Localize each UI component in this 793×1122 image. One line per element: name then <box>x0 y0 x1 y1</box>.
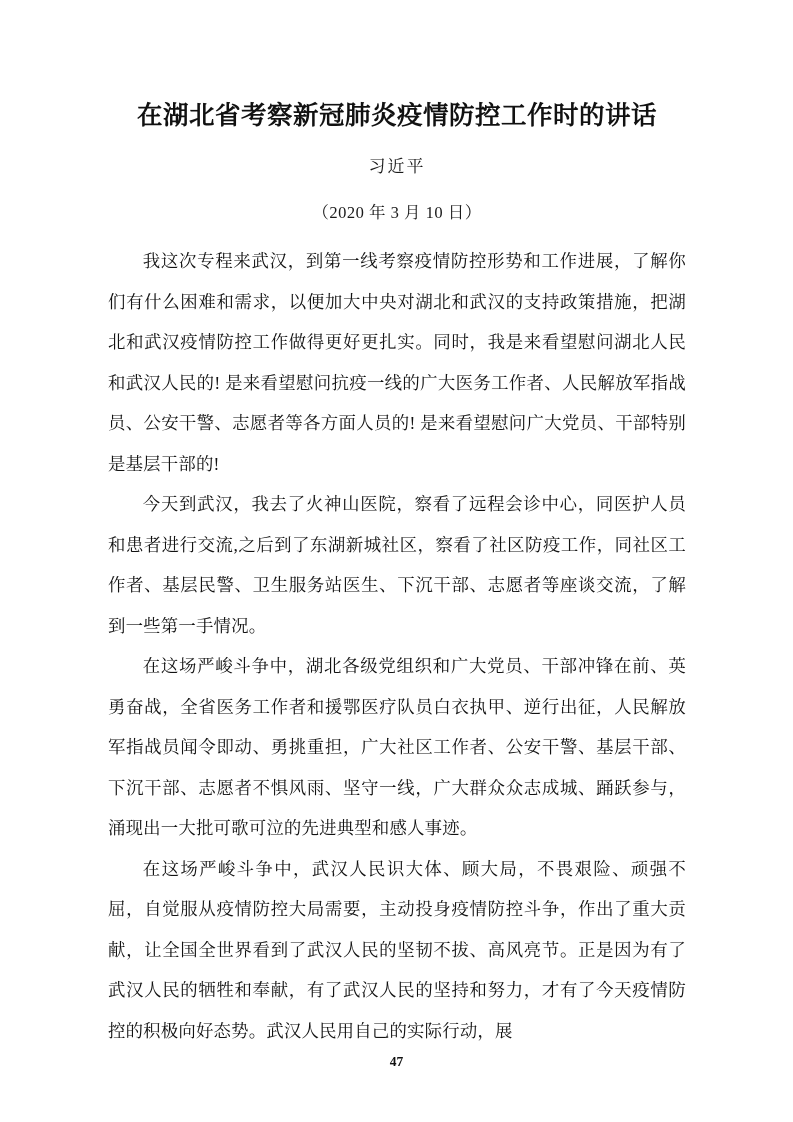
paragraph: 在这场严峻斗争中，湖北各级党组织和广大党员、干部冲锋在前、英勇奋战，全省医务工作者和援鄂医疗队员白衣执甲、逆行出征，人民解放军指战员闻令即动、勇挑重担，广大社区工作者、公安干警、基层干部、下沉干部、志愿者不惧风雨、坚守一线，广大群众众志成城、踊跃参与，涌现出一大批可歌可泣的先进典型和感人事迹。 <box>108 656 686 838</box>
page-title: 在湖北省考察新冠肺炎疫情防控工作时的讲话 <box>136 101 657 130</box>
page-number: 47 <box>389 1054 404 1069</box>
paragraph: 我这次专程来武汉，到第一线考察疫情防控形势和工作进展，了解你们有什么困难和需求，以便加大中央对湖北和武汉的支持政策措施，把湖北和武汉疫情防控工作做得更好更扎实。同时，我是来看望慰问湖北人民和武汉人民的! 是来看望慰问抗疫一线的广大医务工作者、人民解放军指战员、公安干警、志愿者等各方面人员的! 是来看望慰问广大党员、干部特别是基层干部的! <box>108 251 686 474</box>
paragraph: 今天到武汉，我去了火神山医院，察看了远程会诊中心，同医护人员和患者进行交流,之后到了东湖新城社区，察看了社区防疫工作，同社区工作者、基层民警、卫生服务站医生、下沉干部、志愿者等座谈交流，了解到一些第一手情况。 <box>108 494 686 636</box>
paragraph: 在这场严峻斗争中，武汉人民识大体、顾大局，不畏艰险、顽强不屈，自觉服从疫情防控大局需要，主动投身疫情防控斗争，作出了重大贡献，让全国全世界看到了武汉人民的坚韧不拔、高风亮节。正是因为有了武汉人民的牺牲和奉献，有了武汉人民的坚持和努力，才有了今天疫情防控的积极向好态势。武汉人民用自己的实际行动，展 <box>108 858 686 1041</box>
speech-date: （2020 年 3 月 10 日） <box>312 203 482 222</box>
page-content <box>108 0 686 1122</box>
author-name: 习近平 <box>368 157 426 176</box>
body-text <box>108 223 686 1051</box>
